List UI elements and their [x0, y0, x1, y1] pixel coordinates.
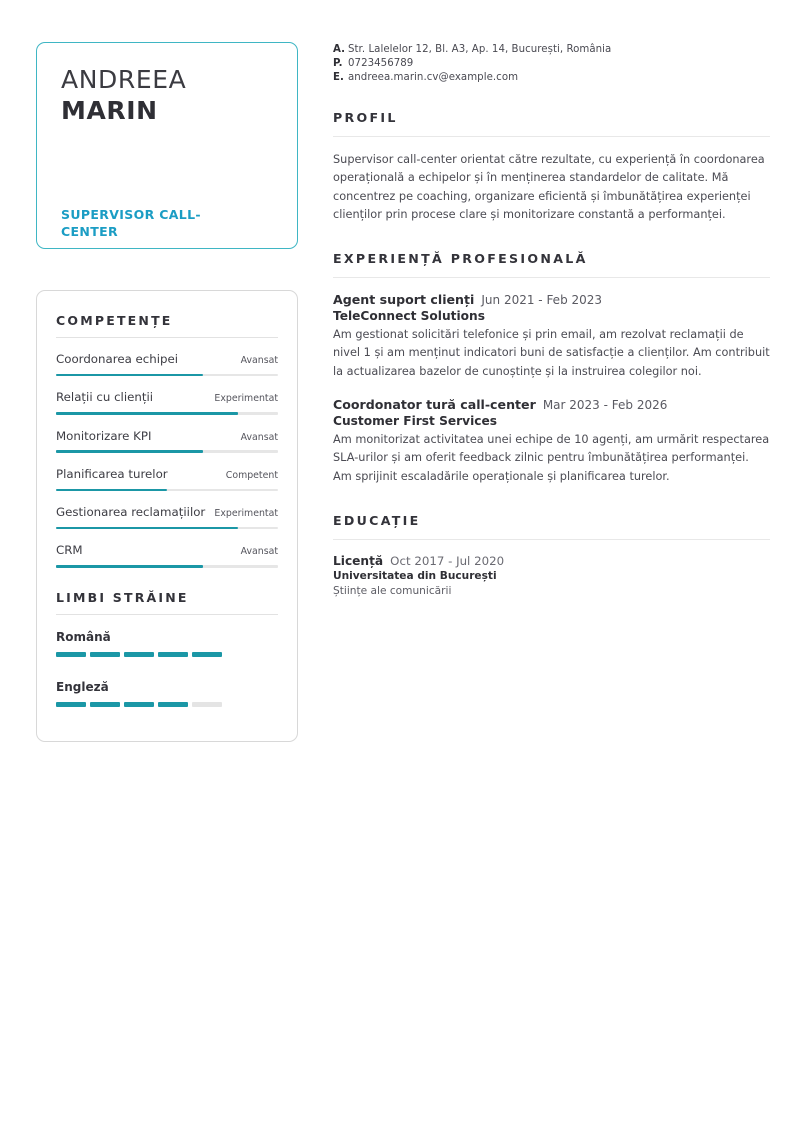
experience-organization: Customer First Services	[333, 414, 498, 429]
skills-heading: COMPETENȚE	[56, 313, 173, 328]
skill-bar-track	[56, 527, 278, 530]
skill-bar-fill	[56, 450, 203, 453]
education-heading: EDUCAȚIE	[333, 512, 421, 528]
contact-row	[333, 58, 770, 69]
language-level-segment	[192, 652, 222, 657]
skill-level: Experimentat	[214, 393, 278, 405]
profile-text: Supervisor call-center orientat către rezultate, cu experiență în coordonarea operațională a echipelor și în menținerea standardelor de calitate. Mă concentrez pe coaching, organizare eficientă și îmbunătățirea experienței clienților prin procese clare și monitorizare constantă a performanței.	[333, 153, 765, 221]
education-section	[333, 513, 770, 597]
skills-divider	[56, 337, 278, 338]
language-level-segment	[192, 702, 222, 707]
skill-bar-fill	[56, 412, 238, 415]
language-level-bar	[56, 652, 278, 657]
profile-section	[333, 110, 770, 224]
experience-description: Am monitorizat activitatea unei echipe de 10 agenți, am urmărit respectarea SLA-urilor și am oferit feedback zilnic pentru îmbunătățirea performanței. Am sprijinit escaladările operaționale și planificarea turelor.	[333, 433, 770, 483]
skill-name: Planificarea turelor	[56, 466, 168, 481]
skill-name: CRM	[56, 543, 83, 558]
name-card	[36, 42, 298, 249]
experience-section	[333, 251, 770, 486]
skill-level: Avansat	[240, 355, 278, 366]
skill-item	[56, 497, 278, 529]
language-level-segment	[158, 702, 188, 707]
skill-bar-track	[56, 374, 278, 377]
skill-level: Competent	[225, 469, 278, 481]
experience-divider	[333, 277, 770, 278]
languages-divider	[56, 614, 278, 615]
skill-bar-track	[56, 565, 278, 568]
languages-list	[56, 621, 278, 707]
skill-row	[56, 504, 278, 522]
languages-heading: LIMBI STRĂINE	[56, 589, 189, 605]
experience-role: Agent suport clienți	[333, 292, 475, 308]
skill-row	[56, 466, 278, 484]
skill-row	[56, 542, 278, 560]
experience-heading: EXPERIENȚĂ PROFESIONALĂ	[333, 251, 588, 267]
skill-bar-fill	[56, 489, 167, 492]
experience-entry-header	[333, 292, 770, 307]
skill-bar-track	[56, 489, 278, 492]
skills-list	[56, 344, 278, 568]
language-level-segment	[124, 702, 154, 707]
skill-level: Avansat	[240, 431, 278, 443]
contact-label: E.	[333, 72, 344, 83]
experience-entry	[333, 397, 770, 486]
experience-entry	[333, 292, 770, 381]
experience-entry-header	[333, 397, 770, 412]
skill-bar-fill	[56, 374, 203, 377]
skill-bar-fill	[56, 527, 238, 530]
skill-name: Gestionarea reclamațiilor	[56, 505, 206, 520]
skill-item	[56, 535, 278, 567]
language-level-segment	[124, 652, 154, 657]
education-field: Științe ale comunicării	[333, 584, 452, 597]
contact-label: A.	[333, 44, 345, 55]
language-name: Română	[56, 629, 111, 644]
skill-name: Monitorizare KPI	[56, 428, 152, 443]
last-name: MARIN	[61, 95, 158, 125]
language-item	[56, 621, 278, 657]
education-entry	[333, 554, 770, 597]
skill-level: Experimentat	[214, 508, 278, 520]
experience-dates: Jun 2021 - Feb 2023	[481, 293, 603, 308]
contact-list	[333, 44, 770, 83]
experience-list	[333, 292, 770, 486]
skill-bar-track	[56, 450, 278, 453]
skill-item	[56, 421, 278, 453]
profile-heading: PROFIL	[333, 110, 398, 125]
skill-row	[56, 389, 278, 407]
language-level-segment	[158, 652, 188, 657]
sidebar-panel	[36, 290, 298, 742]
education-degree: Licență	[333, 553, 384, 568]
experience-description: Am gestionat solicitări telefonice și prin email, am rezolvat reclamații de nivel 1 și am menținut indicatori buni de satisfacție a clienților. Am contribuit la actualizarea bazelor de cunoștințe și la instruirea colegilor noi.	[333, 328, 770, 378]
skill-bar-track	[56, 412, 278, 415]
education-divider	[333, 539, 770, 540]
language-level-segment	[56, 652, 86, 657]
contact-row	[333, 44, 770, 55]
experience-role: Coordonator tură call-center	[333, 397, 536, 413]
language-level-segment	[90, 652, 120, 657]
education-list	[333, 554, 770, 597]
skill-name: Coordonarea echipei	[56, 352, 179, 366]
skill-name: Relații cu clienții	[56, 390, 154, 405]
skill-item	[56, 459, 278, 491]
language-name: Engleză	[56, 679, 109, 694]
skill-row	[56, 351, 278, 369]
contact-value: andreea.marin.cv@example.com	[348, 72, 519, 83]
language-level-segment	[56, 702, 86, 707]
job-title: SUPERVISOR CALL-CENTER	[61, 207, 245, 240]
main-column	[333, 44, 770, 597]
education-dates: Oct 2017 - Jul 2020	[390, 553, 505, 568]
language-level-segment	[90, 702, 120, 707]
skill-level: Avansat	[240, 546, 278, 558]
profile-divider	[333, 136, 770, 137]
education-school: Universitatea din București	[333, 569, 497, 582]
first-name: ANDREEA	[61, 65, 187, 94]
skill-bar-fill	[56, 565, 203, 568]
skill-item	[56, 344, 278, 376]
contact-value: 0723456789	[348, 58, 414, 69]
experience-organization: TeleConnect Solutions	[333, 309, 485, 324]
skill-item	[56, 382, 278, 414]
education-entry-header	[333, 554, 770, 568]
language-level-bar	[56, 702, 278, 707]
contact-value: Str. Lalelelor 12, Bl. A3, Ap. 14, București, România	[348, 44, 612, 55]
experience-dates: Mar 2023 - Feb 2026	[542, 398, 668, 413]
skill-row	[56, 428, 278, 446]
contact-row	[333, 72, 770, 83]
contact-label: P.	[333, 58, 343, 69]
language-item	[56, 671, 278, 707]
sidebar	[36, 42, 298, 742]
